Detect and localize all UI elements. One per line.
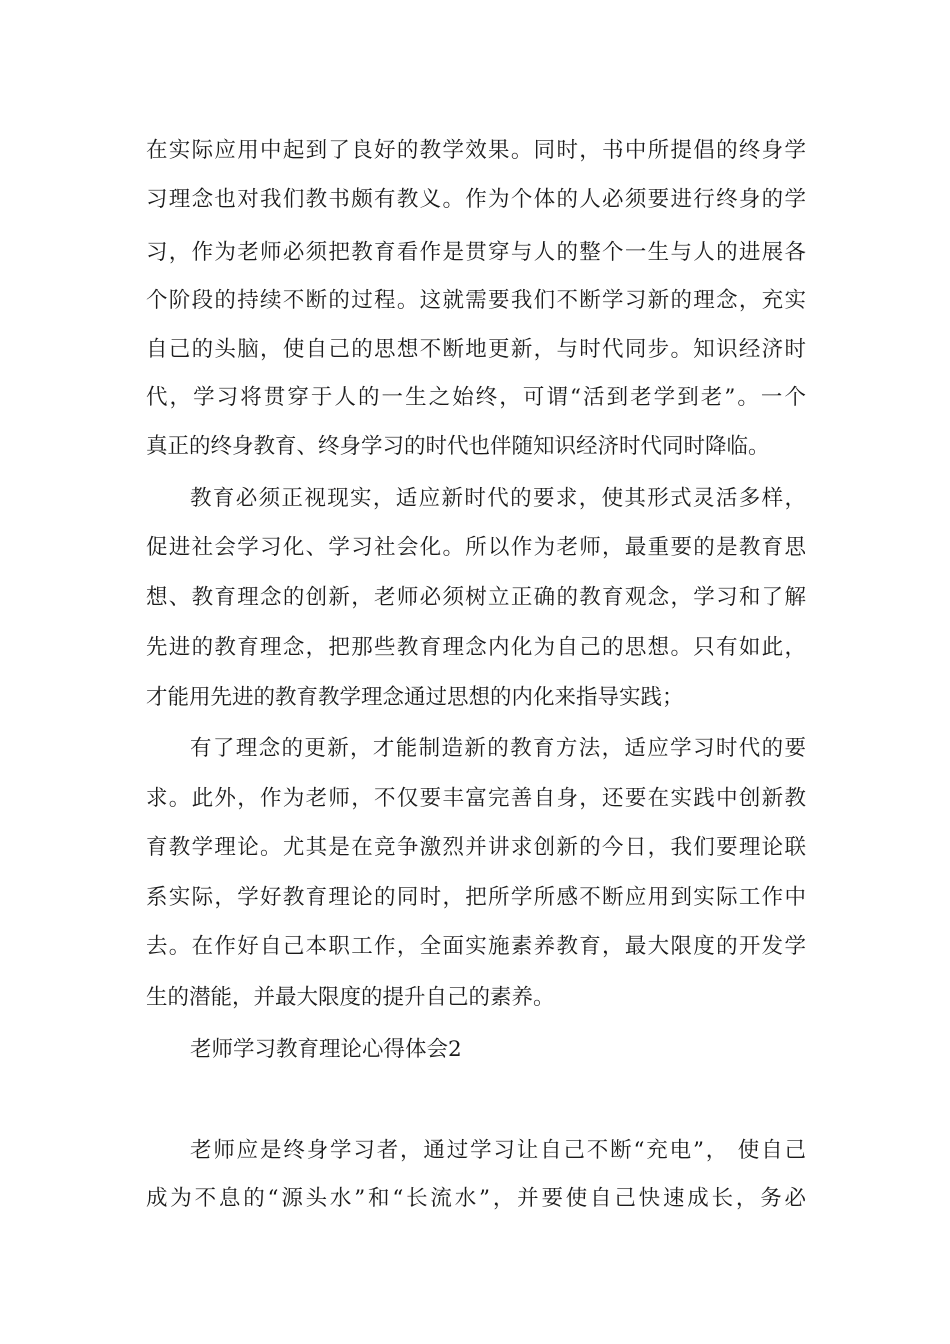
paragraph-3-line-2: 求。此外，作为老师，不仅要丰富完善自身，还要在实践中创新教 <box>146 786 806 811</box>
paragraph-3-line-5: 去。在作好自己本职工作，全面实施素养教育，最大限度的开发学 <box>146 934 806 959</box>
paragraph-1-line-3: 习，作为老师必须把教育看作是贯穿与人的整个一生与人的进展各 <box>146 240 806 265</box>
paragraph-2-line-5: 才能用先进的教育教学理念通过思想的内化来指导实践； <box>146 685 684 710</box>
paragraph-1-line-1: 在实际应用中起到了良好的教学效果。同时，书中所提倡的终身学 <box>146 138 806 163</box>
paragraph-1-line-7: 真正的终身教育、终身学习的时代也伴随知识经济时代同时降临。 <box>146 434 770 459</box>
section-heading: 老师学习教育理论心得体会2 <box>190 1037 462 1062</box>
paragraph-1-line-2: 习理念也对我们教书颇有教义。作为个体的人必须要进行终身的学 <box>146 187 806 212</box>
paragraph-3-line-3: 育教学理论。尤其是在竞争激烈并讲求创新的今日，我们要理论联 <box>146 835 806 860</box>
final-paragraph-line-1: 老师应是终身学习者，通过学习让自己不断“充电”， 使自己 <box>190 1138 806 1163</box>
paragraph-1-line-6: 代，学习将贯穿于人的一生之始终，可谓“活到老学到老”。一个 <box>146 385 806 410</box>
paragraph-1-line-4: 个阶段的持续不断的过程。这就需要我们不断学习新的理念，充实 <box>146 288 806 313</box>
paragraph-2-line-2: 促进社会学习化、学习社会化。所以作为老师，最重要的是教育思 <box>146 535 806 560</box>
paragraph-2-line-3: 想、教育理念的创新，老师必须树立正确的教育观念，学习和了解 <box>146 585 806 610</box>
paragraph-3-line-6: 生的潜能，并最大限度的提升自己的素养。 <box>146 985 555 1010</box>
paragraph-2-line-4: 先进的教育理念，把那些教育理念内化为自己的思想。只有如此， <box>146 635 806 660</box>
paragraph-1-line-5: 自己的头脑，使自己的思想不断地更新，与时代同步。知识经济时 <box>146 337 806 362</box>
paragraph-2-line-1: 教育必须正视现实，适应新时代的要求，使其形式灵活多样， <box>190 486 806 511</box>
final-paragraph-line-2: 成为不息的“源头水”和“长流水”，并要使自己快速成长，务必 <box>146 1186 806 1211</box>
paragraph-3-line-1: 有了理念的更新，才能制造新的教育方法，适应学习时代的要 <box>190 736 806 761</box>
paragraph-3-line-4: 系实际，学好教育理论的同时，把所学所感不断应用到实际工作中 <box>146 885 806 910</box>
